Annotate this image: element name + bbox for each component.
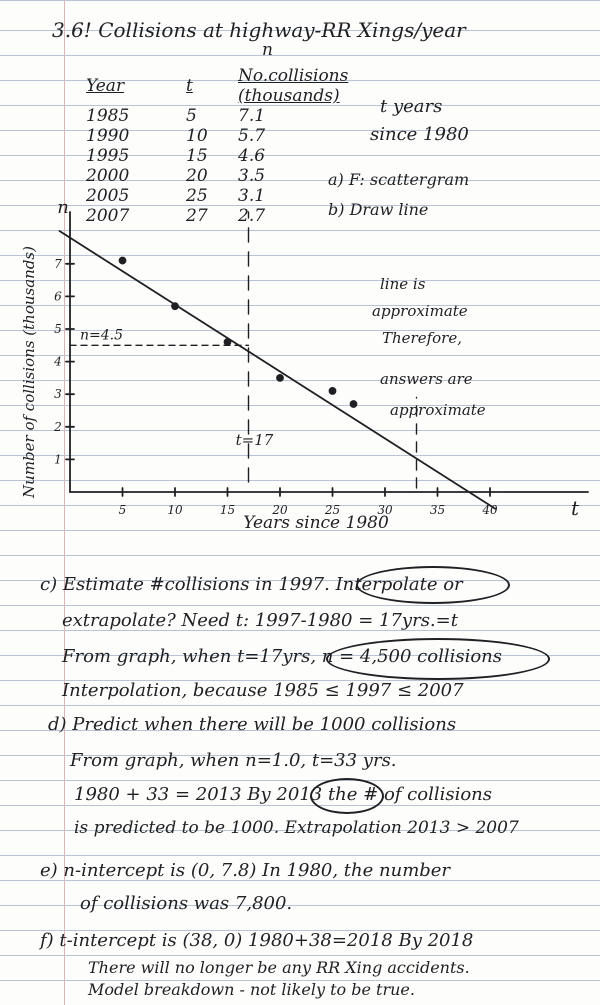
problem-title: 3.6! Collisions at highway-RR Xings/year [52, 18, 466, 42]
y-tick-label: 5 [54, 322, 62, 336]
table-row: 2000 20 3.5 [86, 166, 266, 186]
note-line3: Therefore, [382, 329, 462, 347]
table-row: 1995 15 4.6 [86, 146, 266, 166]
table-row: 2005 25 3.1 [86, 186, 266, 206]
x-tick-label: 40 [482, 503, 498, 517]
table-row: 1985 5 7.1 [86, 106, 266, 126]
data-point [277, 375, 283, 381]
note-line5: approximate [390, 401, 486, 419]
y-tick-label: 7 [54, 256, 62, 271]
answer-f-line3: Model breakdown - not likely to be true. [88, 980, 415, 999]
annotation-t: t=17 [235, 431, 274, 450]
interpolate-circle [356, 566, 510, 604]
data-point [330, 388, 336, 394]
table-row: 2007 27 2.7 [86, 206, 266, 226]
answer-circle [326, 638, 550, 680]
y-axis-symbol: n [57, 197, 69, 218]
note-line2: approximate [372, 302, 468, 320]
x-tick-label: 20 [272, 503, 288, 517]
answer-f-line1: f) t-intercept is (38, 0) 1980+38=2018 By 2018 [40, 930, 474, 951]
answer-c-line4: Interpolation, because 1985 ≤ 1997 ≤ 2007 [62, 680, 464, 701]
answer-c-line1: c) Estimate #collisions in 1997. Interpolate or [40, 574, 463, 595]
answer-c-line3: From graph, when t=17yrs, n = 4,500 collisions [62, 646, 502, 667]
table-row: 1990 10 5.7 [86, 126, 266, 146]
y-tick-label: 6 [54, 289, 62, 304]
data-point [225, 339, 231, 345]
x-tick-label: 15 [219, 503, 236, 517]
answer-d-line4: is predicted to be 1000. Extrapolation 2013 > 2007 [74, 818, 519, 838]
x-tick-label: 30 [377, 503, 393, 517]
y-tick-label: 2 [54, 419, 62, 434]
x-tick-label: 35 [429, 503, 446, 517]
data-point [351, 401, 357, 407]
note-line1: line is [380, 275, 426, 293]
y-tick-label: 4 [54, 354, 62, 369]
variable-n-label: n [262, 40, 273, 60]
answer-e-line2: of collisions was 7,800. [80, 893, 293, 914]
x-tick-label: 5 [118, 503, 127, 517]
part-b: b) Draw line [328, 200, 429, 219]
y-tick-label: 3 [54, 387, 62, 402]
answer-d-line2: From graph, when n=1.0, t=33 yrs. [70, 750, 397, 771]
note-line4: answers are [380, 370, 473, 388]
col-collisions: No.collisions (thousands) [238, 66, 349, 106]
x-tick-label: 10 [167, 503, 183, 517]
col-t: t [186, 76, 193, 96]
part-a: a) F: scattergram [328, 170, 470, 189]
data-point [172, 303, 178, 309]
x-axis-symbol: t [570, 496, 580, 520]
y-tick-label: 1 [54, 452, 62, 467]
t-def-line1: t years [380, 96, 443, 117]
x-axis-title: Years since 1980 [243, 513, 389, 533]
annotation-n: n=4.5 [79, 327, 124, 344]
t-def-line2: since 1980 [370, 124, 469, 145]
col-year: Year [86, 76, 125, 96]
answer-e-line1: e) n-intercept is (0, 7.8) In 1980, the number [40, 860, 451, 881]
data-point [120, 258, 126, 264]
x-tick-label: 25 [324, 503, 341, 517]
y-axis-title: Number of collisions (thousands) [20, 246, 38, 498]
answer-f-line2: There will no longer be any RR Xing accidents. [88, 958, 470, 977]
answer-d-line1: d) Predict when there will be 1000 collisions [48, 714, 457, 735]
year-circle [310, 778, 384, 814]
answer-c-line2: extrapolate? Need t: 1997-1980 = 17yrs.=t [62, 610, 458, 631]
answer-d-line3: 1980 + 33 = 2013 By 2013 the # of collisions [74, 784, 493, 805]
